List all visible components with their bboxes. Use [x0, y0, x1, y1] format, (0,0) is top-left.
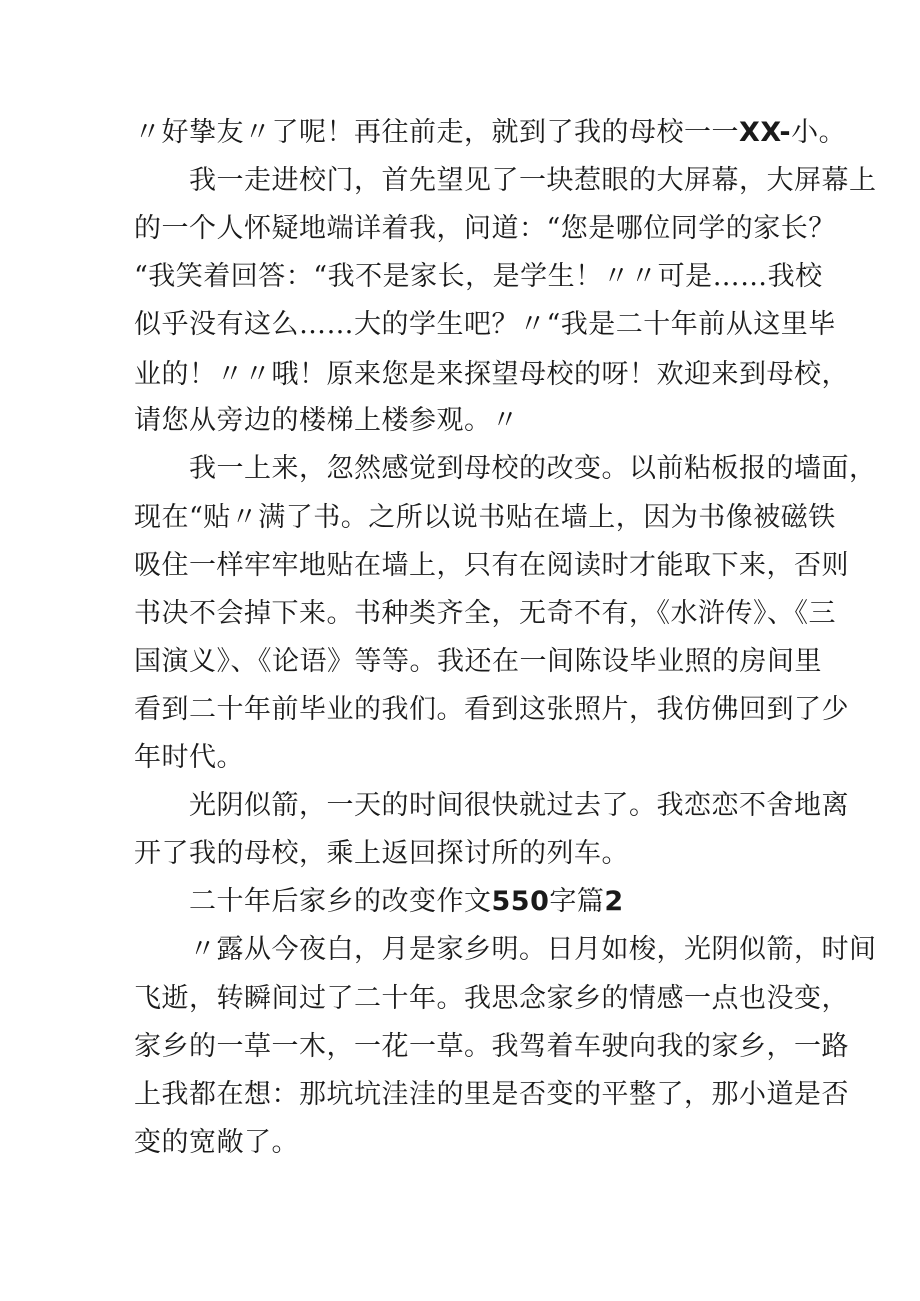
- paragraph-first-line: 光阴似箭，一天的时间很快就过去了。我恋恋不舍地离: [189, 790, 849, 821]
- text-line: 国演义》、《论语》等等。我还在一间陈设毕业照的房间里: [134, 646, 822, 677]
- text-line: “我笑着回答：“我不是家长，是学生！〃〃可是……我校: [134, 261, 823, 292]
- text-line: 变的宽敞了。: [134, 1127, 299, 1158]
- text-segment: 〃好挚友〃了呢！再往前走，就到了我的母校一一: [134, 117, 739, 148]
- text-line: 书决不会掉下来。书种类齐全，无奇不有，《水浒传》、《三: [134, 598, 836, 629]
- text-line: 家乡的一草一木，一花一草。我驾着车驶向我的家乡，一路: [134, 1031, 849, 1062]
- paragraph-first-line: 〃露从今夜白，月是家乡明。日月如梭，光阴似箭，时间: [189, 934, 877, 965]
- school-name-placeholder: XX-: [739, 117, 792, 148]
- heading-text: 二十年后家乡的改变作文: [189, 886, 492, 917]
- text-line: 上我都在想：那坑坑洼洼的里是否变的平整了，那小道是否: [134, 1079, 849, 1110]
- paragraph-first-line: 我一走进校门，首先望见了一块惹眼的大屏幕，大屏幕上: [189, 165, 877, 196]
- text-line: 似乎没有这么……大的学生吧？〃“我是二十年前从这里毕: [134, 309, 836, 340]
- text-line: 吸住一样牢牢地贴在墙上，只有在阅读时才能取下来，否则: [134, 550, 849, 581]
- text-line: 现在“贴〃满了书。之所以说书贴在墙上，因为书像被磁铁: [134, 502, 836, 533]
- text-line: [134, 113, 846, 153]
- text-line: 请您从旁边的楼梯上楼参观。〃: [134, 405, 519, 436]
- text-segment: 小。: [791, 117, 847, 148]
- text-line: 开了我的母校，乘上返回探讨所的列车。: [134, 838, 629, 869]
- text-line: 年时代。: [134, 742, 244, 773]
- text-line: 飞逝，转瞬间过了二十年。我思念家乡的情感一点也没变，: [134, 983, 849, 1014]
- heading-word-count: 550: [491, 886, 550, 917]
- paragraph-first-line: 我一上来，忽然感觉到母校的改变。以前粘板报的墙面，: [189, 453, 877, 484]
- text-line: 业的！〃〃哦！原来您是来探望母校的呀！欢迎来到母校，: [134, 359, 849, 390]
- heading-index: 2: [604, 886, 624, 917]
- heading-text: 字篇: [549, 886, 605, 917]
- text-line: 看到二十年前毕业的我们。看到这张照片，我仿佛回到了少: [134, 694, 849, 725]
- text-line: 的一个人怀疑地端详着我，问道：“您是哪位同学的家长？: [134, 213, 836, 244]
- essay-heading: [189, 882, 624, 922]
